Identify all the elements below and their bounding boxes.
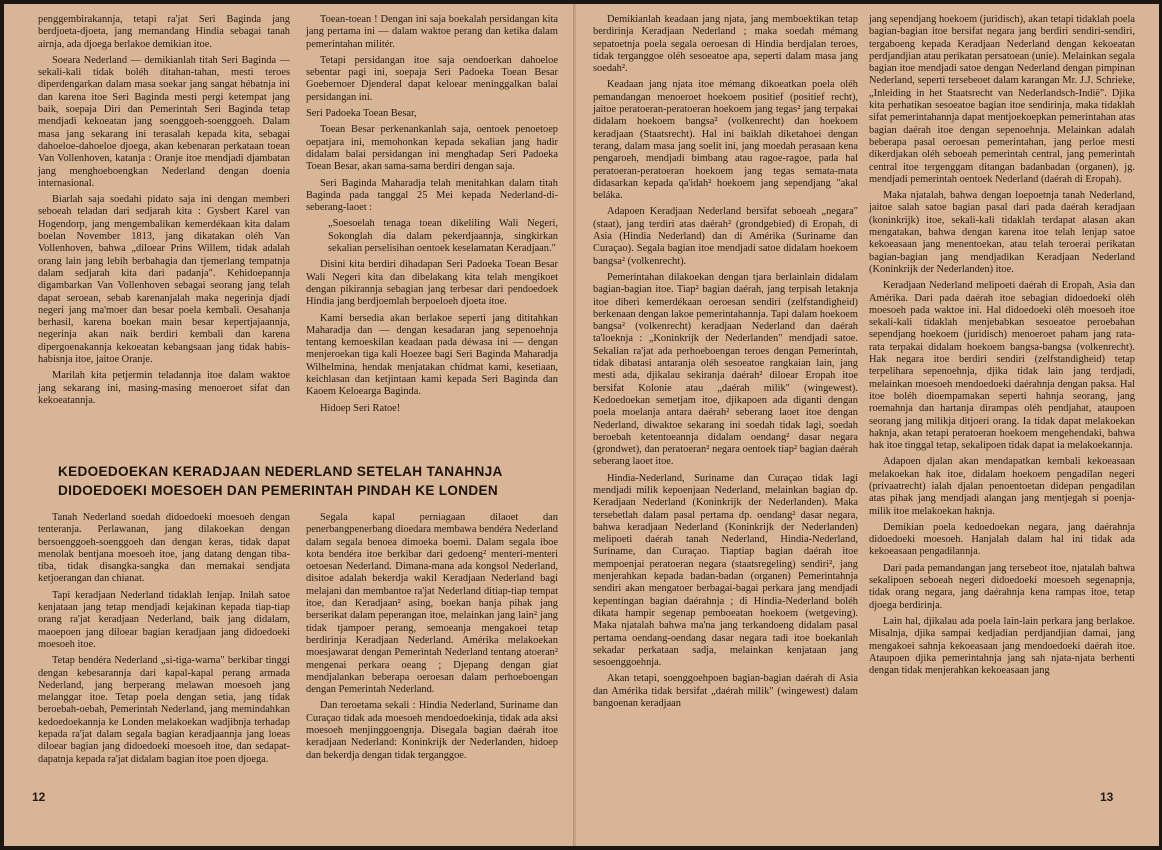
left-page-column-4 bbox=[306, 512, 558, 766]
paragraph: Akan tetapi, soenggoehpoen bagian-bagian daérah di Asia dan Amérika tidak bersifat „daérah milik" (wingewest) dalam bangoenan keradjaan bbox=[593, 673, 858, 710]
left-page-column-2 bbox=[306, 14, 558, 419]
paragraph: Lain hal, djikalau ada poela lain-lain perkara jang berlakoe. Misalnja, djika sampai kedjadian perdjandjian damai, jang mengakoei sahnja kekoeasaan jang mendoedoeki daérah itoe. Ataupoen djika pemerintahnja jang sah njata-njata berhenti dengan tidak menjerahkan kekoeasaan jang bbox=[869, 615, 1135, 677]
paragraph: Segala kapal perniagaan dilaoet dan penerbangpenerbang dioedara membawa bendéra Nederland dalam segala benoea dimoeka boemi. Dalam segala iboe kota bendéra itoe berkibar dari gedoeng² menteri-menteri oetoesan Nederland. Dimana-mana ada kongsol Nederland, disitoe adalah bekerdja wakil Keradjaan Nederland bagi melajani dan membantoe ra'jat Nederland ditiap-tiap tempat itoe, dan Keradjaan² asing, boekan hanja pihak jang berserikat dalam peperangan itoe, melainkan jang lain² jang tidak tjampoer perang, semoeanja mengakoei tetap berdirinja Keradjaan Nederland. Amérika melakoekan moesjawarat dengan Pemerintah Nederland tentang atoeran² mengenai perkara oeang ; Djepang dengan giat mendjalankan beberapa oeroesan dalam perhoeboengan dengan Pemerintah Nederland. bbox=[306, 512, 558, 696]
paragraph: Hindia-Nederland, Suriname dan Curaçao tidak lagi mendjadi milik kepoenjaan Nederland, melainkan bagian dp. Keradjaan Nederland (Koninkrijk der Nederlanden). Maka tersebetlah dalam pasal pertama dp. oendang² dasar negara, bahwa keradjaan Nederland (Koninkrijk der Nederlanden) melipoeti daérah tanah Nederland, Hindia-Nederland, Suriname, dan Curaçao. Tiaptiap bagian daérah itoe mempoenjai peratoeran negara (staatsregeling) sendiri², jang menjerahkan kepada badan-badan (organen) Pemerintahnja sendiri akan mengatoer berbagai-bagai perkara jang mendjadi kepentingan bagian daérahnja ; di Hindia-Nederland boléh dikata hampir segenap pemboeatan hoekoem (wetgeving). Maka njatalah bahwa ma'na jang terkandoeng didalam pasal pertama oendang-oendang dasar negara tadi itoe boekanlah sekadar perkataan sadja, melainkan kenjataan jang sesoenggoehnja. bbox=[593, 472, 858, 669]
paragraph: Tetap bendéra Nederland „si-tiga-warna" berkibar tinggi dengan kebesarannja dari kapal-kapal perang armada Nederland, jang berperang melawan moesoeh jang melanggar itoe. Tetap poela dengan setia, jang tidak beroebah-oebah, Pemerintah Nederland, jang memindahkan kedoedoekannja ke Londen melakoekan wadjibnja terhadap kepada ra'jat dalam segala bagian keradjaannja jang loeas diloear bagian jang didoedoeki moesoeh itoe, dan sedapat-dapatnja kepada ra'jat didalam bagian itoe poen djoega. bbox=[38, 655, 290, 765]
paragraph: Dari pada pemandangan jang tersebeot itoe, njatalah bahwa sekalipoen seboeah negeri didoedoeki moesoeh segenapnja, tidak orang negara, jang daérahnja kena rampas itoe, tetap djoega berdirinja. bbox=[869, 562, 1135, 611]
paragraph: Toean-toean ! Dengan ini saja boekalah persidangan kita jang pertama ini — dalam waktoe perang dan ketika dalam pemerintahan militér. bbox=[306, 14, 558, 50]
page-number: 13 bbox=[1100, 790, 1114, 804]
paragraph: penggembirakannja, tetapi ra'jat Seri Baginda jang berdjoeta-djoeta, jang memandang Hindia sebagai tanah airnja, ada djoega berlakoe demikian itoe. bbox=[38, 14, 290, 50]
paragraph: Kami bersedia akan berlakoe seperti jang dititahkan Maharadja dan — dengan kesadaran jang sepenoehnja tentang kemoeskilan keadaan pada déwasa ini — dengan menjeroekan tiga kali Hoezee bagi Seri Baginda Maharadja Wilhelmina, hendak menjatakan chidmat kami, kesetiaan, keichlasan dan ketjintaan kami kepada Seri Baginda dan Kaoem Keloearga Baginda. bbox=[306, 312, 558, 398]
article-heading bbox=[58, 462, 558, 500]
paragraph: Tapi keradjaan Nederland tidaklah lenjap. Inilah satoe kenjataan jang tetap mendjadi kejakinan kepada tiap-tiap orang ra'jat keradjaan Nederland, baik jang didalam, maoepoen jang diloear bagian keradjaan jang didoedoeki moesoeh itoe. bbox=[38, 589, 290, 650]
left-page-column-1 bbox=[38, 14, 290, 411]
paragraph: Toean Besar perkenankanlah saja, oentoek penoetoep oepatjara ini, memohonkan kepada sekalian jang hadir didalam balai persidangan ini menghadap Seri Padoeka Toean Besar, akan sama-sama berdiri dengan saja. bbox=[306, 124, 558, 173]
right-page-column-1 bbox=[593, 14, 858, 714]
heading-line-1: KEDOEDOEKAN KERADJAAN NEDERLAND SETELAH TANAHNJA bbox=[58, 464, 503, 479]
paragraph: Disini kita berdiri dihadapan Seri Padoeka Toean Besar Wali Negeri kita dan dibelakang kita telah mengikoet dengan pikirannja sebagian jang terbesar dari pendoedoek Hindia jang berdjoemlah berpoeloeh djoeta itoe. bbox=[306, 259, 558, 308]
royal-quote: „Soesoelah tenaga toean dikeliling Wali Negeri, Sokonglah dia dalam pekerdjaannja, singkirkan sekalian perselisihan oentoek keselamatan Keradjaan." bbox=[328, 218, 558, 255]
paragraph: Pemerintahan dilakoekan dengan tjara berlainlain didalam bagian-bagian itoe. Tiap² bagian daérah, jang terpisah letaknja itoe diberi kemerdékaan oeroesan sendiri (zelfstandigheid) berkenaan dengan lakoe pemerintahannja. Tapi dalam hoekoem bangsa² (volkenrecht) keradjaan Nederland dan daérah ta'loeknja : „Koninkrijk der Nederlanden" mendjadi satoe. Sekalian ra'jat ada perhoeboengan teroes dengan Pemerintah, tidak dibatasi antaranja oléh sesoeatoe rangkaian lain, jang mesti ada, djikalau sekiranja daérah² diloear Eropah itoe bersifat Kolonie atau „daérah milik" (wingewest). Kedoedoekan semetjam itoe, djikapoen ada diganti dengan poela moelanja antara daérah² seberang laoet itoe dengan Nederland, diwaktoe sekarang ini soedah tidak lagi, soedah beroebah ketentoeannja didalam oendang² dasar negara (grondwet), dan peratoeran² negara oentoek tiap² bagian daérah seberang laoet itoe. bbox=[593, 271, 858, 468]
paragraph: Adapoen Keradjaan Nederland bersifat seboeah „negara" (staat), jang terdiri atas daérah² (grondgebied) di Eropah, di Asia (Hindia Nederland) dan di Amérika (Suriname dan Curaçao). Segala bagian itoe mendjadi satoe didalam hoekoem bangsa² (volkenrecht). bbox=[593, 206, 858, 267]
right-page-column-2 bbox=[869, 14, 1135, 681]
paragraph: Seri Baginda Maharadja telah menitahkan dalam titah Baginda pada tanggal 25 Mei kepada Nederland-di-seberang-laoet : bbox=[306, 177, 558, 214]
heading-line-2: DIDOEDOEKI MOESOEH DAN PEMERINTAH PINDAH KE LONDEN bbox=[58, 483, 498, 498]
closing-line: Hidoep Seri Ratoe! bbox=[320, 402, 401, 414]
paragraph: Maka njatalah, bahwa dengan loepoetnja tanah Nederland, jaitoe salah satoe bagian pasal dari pada daérah keradjaan (koninkrijk) itoe, sekali-kali tidaklah terdapat alasan akan mengatakan, bahwa dengan karena itoe telah lenjap satoe kekoeasaan jang menentoekan, atau telah teroerai perikatan bagian-bagian jang mendjadikan Keradjaan Nederland (Koninkrijk der Nederlanden) itoe. bbox=[869, 190, 1135, 275]
paragraph: Soeara Nederland — demikianlah titah Seri Baginda — sekali-kali tidak boléh ditahan-tahan, mesti teroes diperdengarkan dalam masa soekar jang sangat hébatnja ini dan karena itoe Seri Baginda mesti pergi ketempat jang baik, soepaja Diri dan Pemerintah Seri Baginda tetap mendjadi kekoeatan jang soenggoeh-soenggoeh. Dalam masa jang sekarang ini terasalah kepada kita, sebagai dahoeloe-dahoeloe djoega, akan kebenaran perkataan toean Van Vollenhoven, katanja : Oranje itoe mendjadi djambatan jang menghoeboengkan Nederland dengan doenia internasional. bbox=[38, 54, 290, 189]
paragraph: Tetapi persidangan itoe saja oendoerkan dahoeloe sebentar pagi ini, soepaja Seri Padoeka Toean Besar Goebernoer Djenderal dapat keloear meninggalkan balai persidangan ini. bbox=[306, 54, 558, 103]
page-number: 12 bbox=[32, 790, 46, 804]
salutation: Seri Padoeka Toean Besar, bbox=[306, 108, 417, 120]
paragraph: Adapoen djalan akan mendapatkan kembali kekoeasaan melakoekan hak itoe, didalam hoekoem pengadilan negeri (privaatrecht) ialah djalan penoentoetan didepan pengadilan atas pihak jang mendjadi alangan jang mentjegah si poenja-milik itoe melakoekan haknja. bbox=[869, 456, 1135, 517]
paragraph: Dan teroetama sekali : Hindia Nederland, Suriname dan Curaçao tidak ada moesoeh mendoedoekinja, tidak ada aksi moesoeh menjinggoengnja. Disegala bagian daérah itoe keradjaan Nederland: Koninkrijk der Nederlanden, hidoep dan bekerdja dengan tidak terganggoe. bbox=[306, 700, 558, 761]
left-page-column-3 bbox=[38, 512, 290, 770]
paragraph: Demikian poela kedoedoekan negara, jang daérahnja didoedoeki moesoeh. Hanjalah dalam hal ini tidak ada kekoeasaan pengadilannja. bbox=[869, 521, 1135, 558]
paragraph: Tanah Nederland soedah didoedoeki moesoeh dengan tenteranja. Perlawanan, jang dilakoekan dengan bersoenggoeh-soenggoeh dan dengan keras, tidak dapat menolak bentjana moesoeh itoe, jang datang dengan tiba-tiba, tidak disangka-sangka dan memakai sendjata ketjoerangan dan chianat. bbox=[38, 512, 290, 585]
paragraph: Demikianlah keadaan jang njata, jang memboektikan tetap berdirinja Keradjaan Nederland ; maka soedah mémang sepatoetnja poela segala oeroesan di Hindia berdjalan teroes, tidak terganggoe oléh sesoeatoe apa, seperti dalam masa jang soedah². bbox=[593, 14, 858, 75]
paragraph: Marilah kita petjermin teladannja itoe dalam waktoe jang sekarang ini, masing-masing menoeroet sifat dan kekoeatannja. bbox=[38, 370, 290, 406]
paragraph: jang sependjang hoekoem (juridisch), akan tetapi tidaklah poela bagian-bagian itoe bersifat negara jang berdiri sendiri-sendiri, tergaboeng kepada Keradjaan Nederland dengan kekoeatan perdjandjian atau perikatan persatoean (unie). Melainkan segala bagian itoe mendjadi satoe dengan Nederland dengan pimpinan Nederland, seperti tersebeoet dalam karangan Mr. J.J. Schrieke, „Inleiding in het Staatsrecht van Nederlandsch-Indië". Djika kita perhatikan sesoeatoe bagian itoe sendirinja, maka tidaklah sifat pemerintahannja dapat mentjoekoepkan pemerintahan atas bagian daérah itoe dengan sepenoehnja. Melainkan adalah beberapa pasal oeroesan pemerintahan, jang perloe mesti dikerdjakan oléh seboeah pemerintah central, jang pemerintah central itoe tergenggam ditangan badanbadan (organen), jg. mendjadi pemerintah oentoek Nederland (daérah di Eropah). bbox=[869, 14, 1135, 185]
paragraph: Keradjaan Nederland melipoeti daérah di Eropah, Asia dan Amérika. Dari pada daérah itoe sebagian didoedoeki oléh moesoeh pada waktoe ini. Hal didoedoeki oléh moesoeh itoe sekali-kali tidaklah menjebabkan sesoeatoe peroebahan sependjang hoekoem (juridisch) menoeroet paham jang rata-rata terpakai didalam hoekoem bangsa-bangsa (volkenrecht). Hak negara itoe berdiri sendiri (zelfstandigheid) tetap terpelihara sepenoehnja, djika tidak lain jang terdjadi, melainkan moesoeh mendoedoeki daérahnja dengan paksa. Hal itoe boléh dioempamakan seperti hahnja seorang, jang roemahnja dan hartanja dirampas oléh pendjahat, ataupoen seorang jang milikja ditjoeri orang. Ia tidak dapat melakoekan haknja, akan tetapi peratoeran hoekoem mengehendaki, bahwa hak itoe tinggal tetap, sekalipoen tidak dapat ia melakoekannja. bbox=[869, 280, 1135, 452]
right-page bbox=[576, 4, 1159, 846]
left-page bbox=[4, 4, 575, 846]
paragraph: Biarlah saja soedahi pidato saja ini dengan memberi seboeah teladan dari sedjarah kita : Gysbert Karel van Hogendorp, jang mengembalikan kemerdékaan kita dalam boelan November 1813, jang dikatakan oléh Van Vollenhoven, bahwa „diloear Prins Willem, tidak adalah orang lain jang lebih berbahagia dan tjemerlang tempatnja dalam sedjarah kita dari padanja". Kehidoepannja digambarkan Van Vollenhoven sebagai seorang jang telah dapat seroean, sebab karenanjalah maka negerinja djadi negeri jang ma'moer dan besar poela kembali. Oesahanja berhasil, karena boekan main besar kepertjajaannja, negerinja akan naik berdiri kembali dan karena dipergoenakannja kekoeatan kebangsaan jang tidak habis-habisnja itoe, jaitoe Oranje. bbox=[38, 194, 290, 366]
paragraph: Keadaan jang njata itoe mémang dikoeatkan poela oléh pemandangan menoeroet hoekoem positief (positief recht), jaitoe peratoeran-peratoeran hoekoem jang tegas² jang terpakai didalam hoekoem bangsa² (volkenrecht) dan hoekoem keradjaan (Staatsrecht). Hal ini baiklah diketahoei dengan terang, dalam masa jang soelit ini, jang moedah perasaan kena pengaroeh, mendjadi bimbang atau ragoe-ragoe, pada hal peratoeran-peratoeran hoekoem jang tegas semata-mata didasarkan kepada qa'idah² hoekoem jang sependjang "akal beláka. bbox=[593, 79, 858, 202]
